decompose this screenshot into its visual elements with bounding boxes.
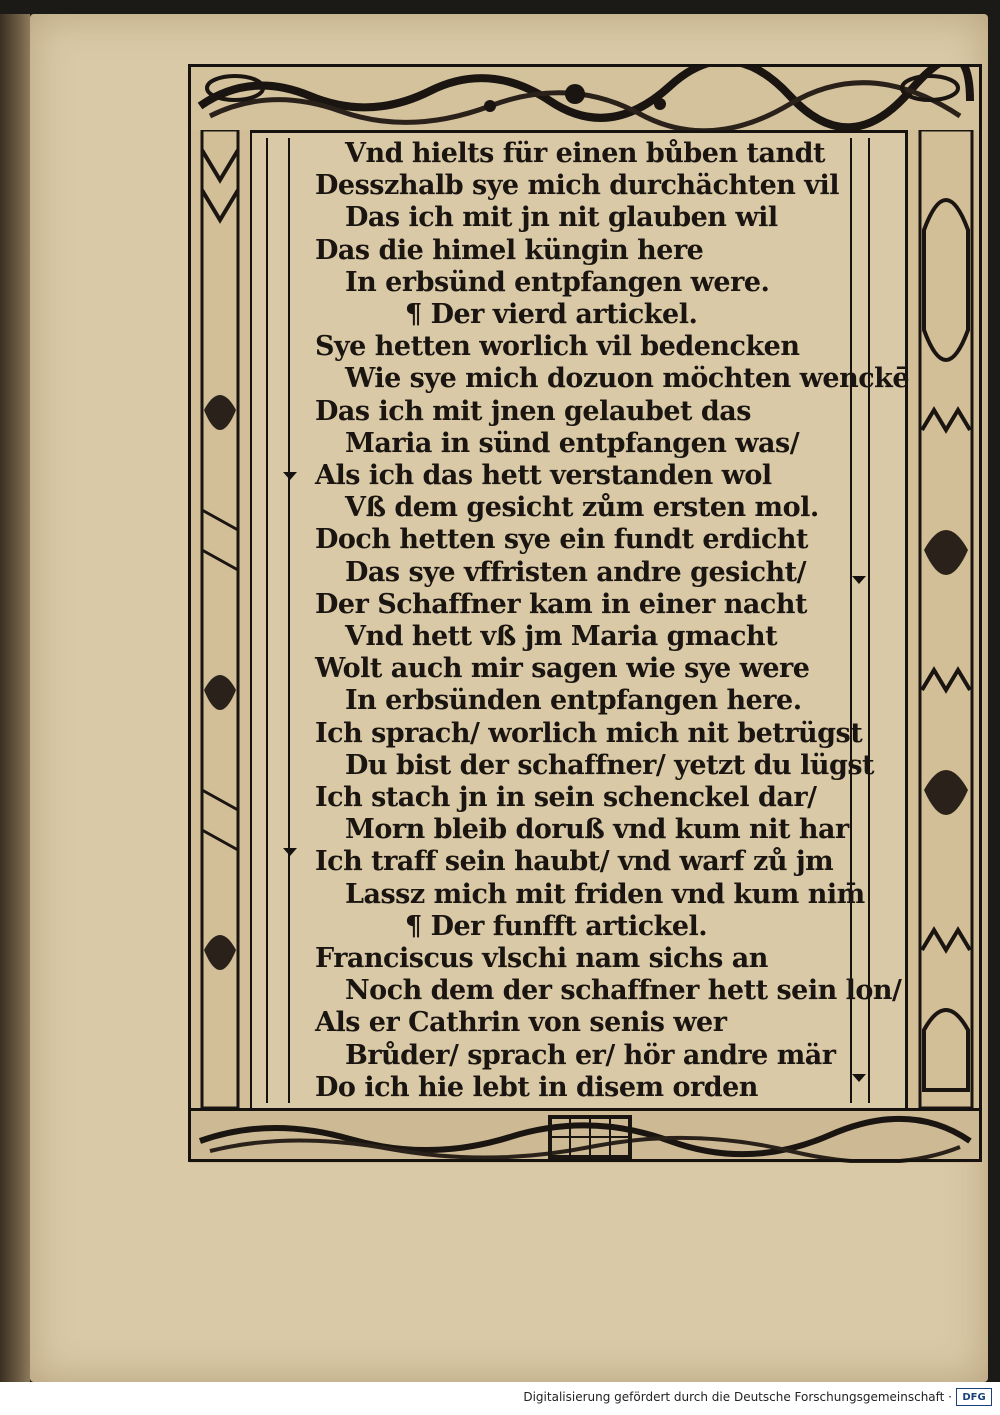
poem-line: Do ich hie lebt in disem orden (315, 1071, 758, 1103)
poem-line: Vnd hielts für einen bůben tandt (345, 138, 825, 169)
poem-line: Sye hetten worlich vil bedencken (315, 331, 800, 363)
poem-line: Das die himel küngin here (315, 234, 704, 266)
rule-marker (283, 472, 297, 480)
poem-line: Der Schaffner kam in einer nacht (315, 588, 807, 620)
poem-line: Als ich das hett verstanden wol (315, 460, 772, 491)
rule-marker (852, 576, 866, 584)
poem-line: In erbsünd entpfangen were. (345, 266, 770, 298)
poem-line: Du bist der schaffner/ yetzt du lügst (345, 749, 875, 781)
poem-line: Lassz mich mit friden vnd kum nim̄ (345, 878, 865, 910)
poem-line: Ich stach jn in sein schenckel dar/ (315, 782, 817, 813)
poem-line: Das sye vffristen andre gesicht/ (345, 556, 806, 588)
poem-line: Franciscus vlschi nam sichs an (315, 943, 768, 974)
margin-rule-left-1 (266, 138, 268, 1103)
poem-line: Ich traff sein haubt/ vnd warf zů jm (315, 846, 834, 878)
poem-line: Doch hetten sye ein fundt erdicht (315, 524, 808, 556)
poem-line: Brůder/ sprach er/ hör andre mär (345, 1039, 836, 1071)
poem-line: ¶ Der vierd artickel. (405, 299, 698, 330)
poem-line: ¶ Der funfft artickel. (405, 910, 708, 942)
rule-marker (283, 848, 297, 856)
poem-line: Wolt auch mir sagen wie sye were (315, 653, 810, 685)
poem-line: Das ich mit jnen gelaubet das (315, 395, 751, 427)
margin-rule-right-1 (850, 138, 852, 1103)
footer-bar (0, 1382, 1000, 1415)
rule-marker (852, 1074, 866, 1082)
book-spine-edge (0, 14, 30, 1382)
poem-line: Desszhalb sye mich durchächten vil (315, 170, 840, 202)
poem-line: Noch dem der schaffner hett sein lon/ (345, 975, 902, 1007)
poem-line: Vß dem gesicht zům ersten mol. (345, 492, 819, 524)
margin-rule-left-2 (288, 138, 290, 1103)
margin-rule-right-2 (868, 138, 870, 1103)
poem-line: In erbsünden entpfangen here. (345, 685, 802, 717)
dfg-logo: DFG (956, 1388, 992, 1406)
poem-line: Maria in sünd entpfangen was/ (345, 427, 800, 459)
poem-line: Morn bleib doruß vnd kum nit har (345, 814, 849, 846)
funding-credit: Digitalisierung gefördert durch die Deutsche Forschungsgemeinschaft · (523, 1390, 952, 1404)
poem-line: Das ich mit jn nit glauben wil (345, 202, 778, 234)
poem-line: Vnd hett vß jm Maria gmacht (345, 621, 778, 652)
poem-line: Als er Cathrin von senis wer (315, 1007, 727, 1039)
poem-line: Ich sprach/ worlich mich nit betrügst (315, 717, 863, 749)
poem-line: Wie sye mich dozuon möchten wenckē (345, 363, 910, 395)
